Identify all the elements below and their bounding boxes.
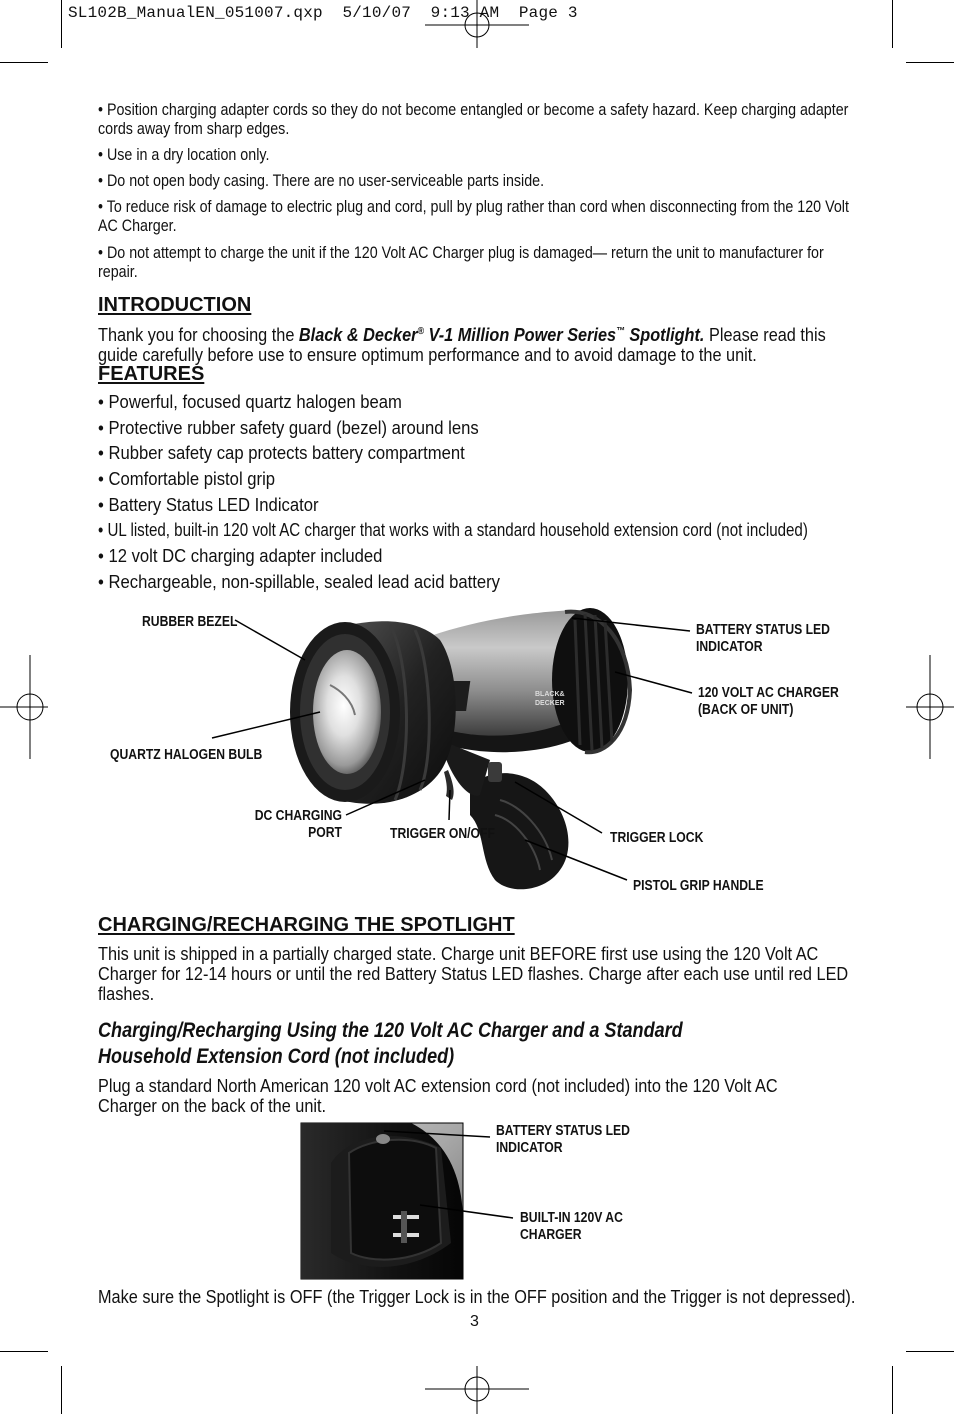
label-battery-led: BATTERY STATUS LED INDICATOR <box>696 622 830 655</box>
trademark: ™ <box>616 326 625 337</box>
features-heading: FEATURES <box>98 363 205 385</box>
label-trigger: TRIGGER ON/OFF <box>390 826 495 842</box>
page-number: 3 <box>470 1313 479 1330</box>
feature-item: • Rechargeable, non-spillable, sealed lead acid battery <box>98 571 500 592</box>
introduction-pre: Thank you for choosing the <box>98 324 299 346</box>
feature-item: • Comfortable pistol grip <box>98 468 276 489</box>
safety-bullet: • Position charging adapter cords so they do not become entangled or become a safety hazard. Keep charging adapter cords away from sharp edges. <box>98 100 849 138</box>
charging-subtext: Plug a standard North American 120 volt AC extension cord (not included) into the 120 Volt AC Charger on the back of the unit. <box>98 1075 778 1116</box>
safety-bullet: • Do not open body casing. There are no user-serviceable parts inside. <box>98 171 545 190</box>
feature-item: • UL listed, built-in 120 volt AC charger that works with a standard household extension cord (not included) <box>98 520 808 540</box>
label-trigger-lock: TRIGGER LOCK <box>610 830 704 846</box>
final-text: Make sure the Spotlight is OFF (the Trigger Lock is in the OFF position and the Trigger is not depressed). <box>98 1286 856 1307</box>
registered-mark: ® <box>417 326 424 337</box>
charging-subheading: Charging/Recharging Using the 120 Volt AC Charger and a Standard Household Extension Cord (not included) <box>98 1019 683 1068</box>
logo-line-1: BLACK& <box>535 691 565 698</box>
feature-item: • 12 volt DC charging adapter included <box>98 545 383 566</box>
label-ac-charger: 120 VOLT AC CHARGER (BACK OF UNIT) <box>698 685 839 718</box>
introduction-post: Please read this guide carefully before use to ensure optimum performance and to avoid damage to the unit. <box>98 324 826 366</box>
safety-bullet: • Use in a dry location only. <box>98 145 270 164</box>
print-slug: SL102B_ManualEN_051007.qxp 5/10/07 9:13 AM Page 3 <box>68 4 578 22</box>
introduction-heading: INTRODUCTION <box>98 294 252 316</box>
charging-heading: CHARGING/RECHARGING THE SPOTLIGHT <box>98 914 515 936</box>
label-rubber-bezel: RUBBER BEZEL <box>142 614 238 630</box>
label-quartz-bulb: QUARTZ HALOGEN BULB <box>110 747 263 763</box>
label-builtin-charger: BUILT-IN 120V AC CHARGER <box>520 1210 623 1243</box>
feature-item: • Powerful, focused quartz halogen beam <box>98 391 402 412</box>
charging-text: This unit is shipped in a partially charged state. Charge unit BEFORE first use using the 120 Volt AC Charger for 12-14 hours or until the red Battery Status LED flashes. Charge after each use until red LED flashes. <box>98 943 849 1004</box>
label-photo-battery-led: BATTERY STATUS LED INDICATOR <box>496 1123 630 1156</box>
logo-line-2: DECKER <box>535 700 565 707</box>
feature-item: • Battery Status LED Indicator <box>98 494 319 515</box>
feature-item: • Rubber safety cap protects battery compartment <box>98 442 465 463</box>
brand-name: Black & Decker <box>298 324 418 346</box>
feature-item: • Protective rubber safety guard (bezel) around lens <box>98 417 479 438</box>
safety-bullet: • To reduce risk of damage to electric plug and cord, pull by plug rather than cord when disconnecting from the 120 Volt AC Charger. <box>98 197 849 235</box>
safety-bullet: • Do not attempt to charge the unit if the 120 Volt AC Charger plug is damaged— return the unit to manufacturer for repair. <box>98 243 824 281</box>
product-name: V-1 Million Power Series <box>423 324 617 346</box>
label-dc-charging-port: DC CHARGING PORT <box>254 808 342 841</box>
label-pistol-grip: PISTOL GRIP HANDLE <box>633 878 764 894</box>
product-name-2: Spotlight. <box>624 324 705 346</box>
